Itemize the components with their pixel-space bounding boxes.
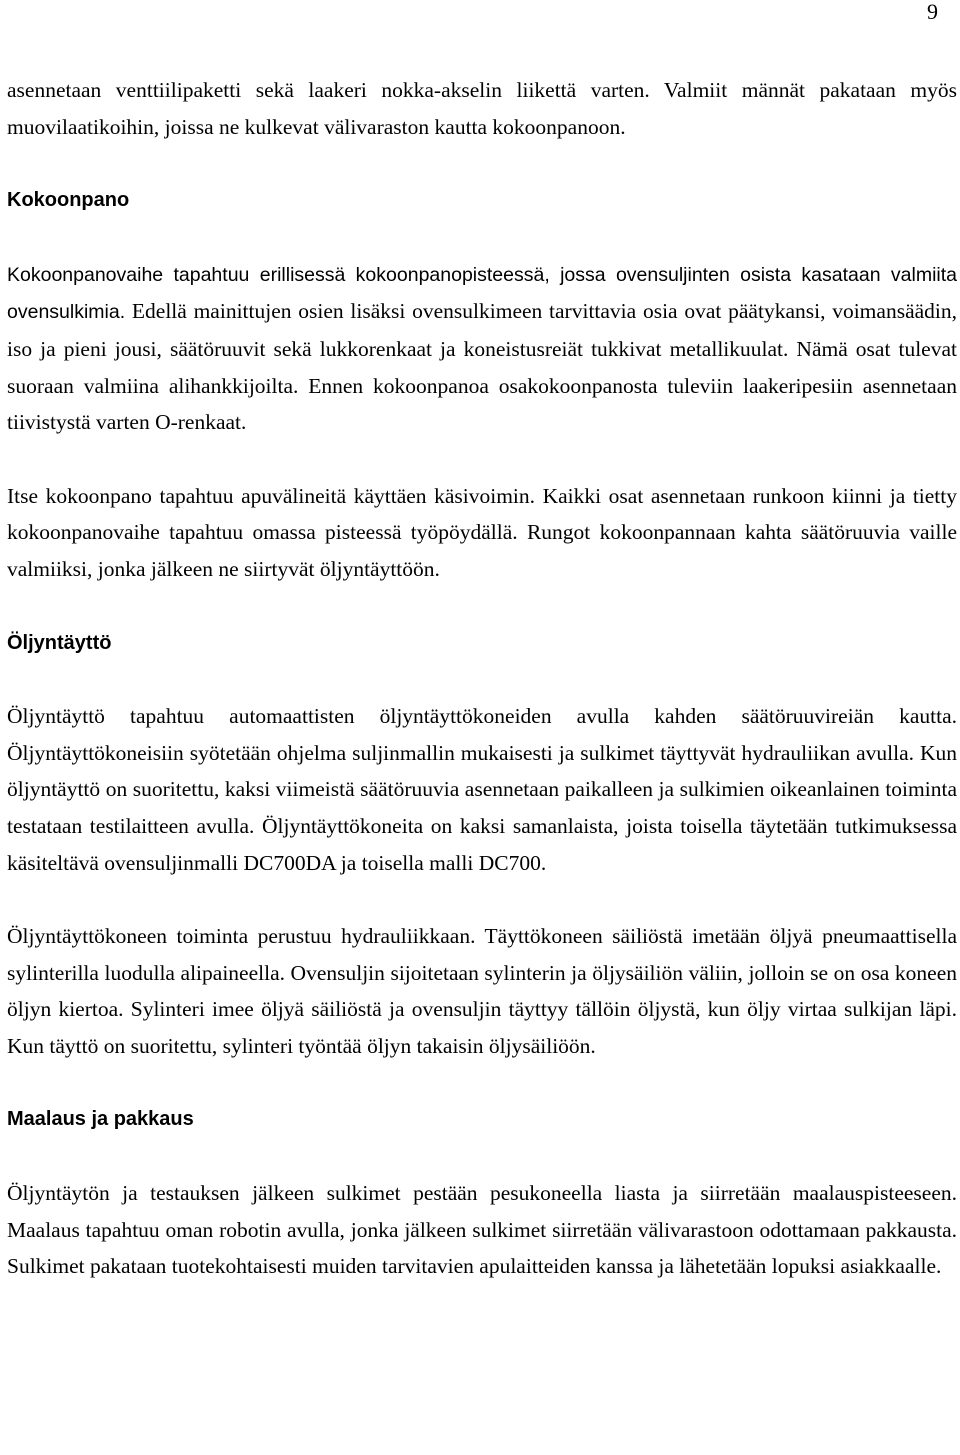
paragraph-oljyntaytto-1: Öljyntäyttö tapahtuu automaattisten öljyntäyttökoneiden avulla kahden säätöruuvireiän kautta. Öljyntäyttökoneisiin syötetään ohjelma suljinmallin mukaisesti ja sulkimet täyttyvät hydrauliikan avulla. Kun öljyntäyttö on suoritettu, kaksi viimeistä säätöruuvia asennetaan paikalleen ja sulkimien oikeanlainen toiminta testataan testilaitteen avulla. Öljyntäyttökoneita on kaksi samanlaista, joista toisella täytetään tutkimuksessa käsiteltävä ovensuljinmalli DC700DA ja toisella malli DC700.: [7, 704, 957, 875]
paragraph-serif-part: Edellä mainittujen osien lisäksi ovensulkimeen tarvittavia osia ovat päätykansi, voimansäädin, iso ja pieni jousi, säätöruuvit sekä lukkorenkaat ja koneistusreiät tukkivat metallikuulat. Nämä osat tulevat suoraan valmiina alihankkijoilta. Ennen kokoonpanoa osakokoonpanosta tuleviin laakeripesiin asennetaan tiivistystä varten O-renkaat.: [7, 299, 957, 435]
heading-oljyntaytto: Öljyntäyttö: [7, 631, 112, 654]
page-number: 9: [927, 0, 938, 24]
spacer: [7, 441, 957, 478]
paragraph-kokoonpano-2: Itse kokoonpano tapahtuu apuvälineitä käyttäen käsivoimin. Kaikki osat asennetaan runkoon kiinni ja tietty kokoonpanovaihe tapahtuu omassa pisteessä työpöydällä. Rungot kokoonpannaan kahta säätöruuvia vaille valmiiksi, jonka jälkeen ne siirtyvät öljyntäyttöön.: [7, 483, 957, 581]
document-body: [7, 72, 957, 1285]
paragraph-maalaus-1: Öljyntäytön ja testauksen jälkeen sulkimet pestään pesukoneella liasta ja siirretään maalauspisteeseen. Maalaus tapahtuu oman robotin avulla, jonka jälkeen sulkimet siirretään välivarastoon odottamaan pakkausta. Sulkimet pakataan tuotekohtaisesti muiden tarvitavien apulaitteiden kanssa ja lähetetään lopuksi asiakkaalle.: [7, 1181, 957, 1279]
spacer: [7, 881, 957, 918]
spacer: [7, 145, 957, 182]
heading-kokoonpano: Kokoonpano: [7, 189, 130, 212]
paragraph-kokoonpano-1: [7, 256, 957, 441]
paragraph-intro: asennetaan venttiilipaketti sekä laakeri nokka-akselin liikettä varten. Valmiit männät pakataan myös muovilaatikoihin, joissa ne kulkevat välivaraston kautta kokoonpanoon.: [7, 78, 957, 139]
spacer: [7, 1138, 957, 1175]
paragraph-sans-part: Kokoonpanovaihe tapahtuu erillisessä kokoonpanopisteessä, jossa ovensuljinten osista kasataan valmiita ovensulkimia.: [7, 263, 957, 324]
spacer: [7, 588, 957, 625]
paragraph-oljyntaytto-2: Öljyntäyttökoneen toiminta perustuu hydrauliikkaan. Täyttökoneen säiliöstä imetään öljyä pneumaattisella sylinterilla luodulla alipaineella. Ovensuljin sijoitetaan sylinterin ja öljysäiliön väliin, jolloin se on osa koneen öljyn kiertoa. Sylinteri imee öljyä säiliöstä ja ovensuljin täyttyy tällöin öljystä, kun öljy virtaa sulkijan läpi. Kun täyttö on suoritettu, sylinteri työntää öljyn takaisin öljysäiliöön.: [7, 924, 957, 1058]
heading-maalaus: Maalaus ja pakkaus: [7, 1108, 194, 1131]
spacer: [7, 661, 957, 698]
spacer: [7, 219, 957, 256]
spacer: [7, 1064, 957, 1101]
